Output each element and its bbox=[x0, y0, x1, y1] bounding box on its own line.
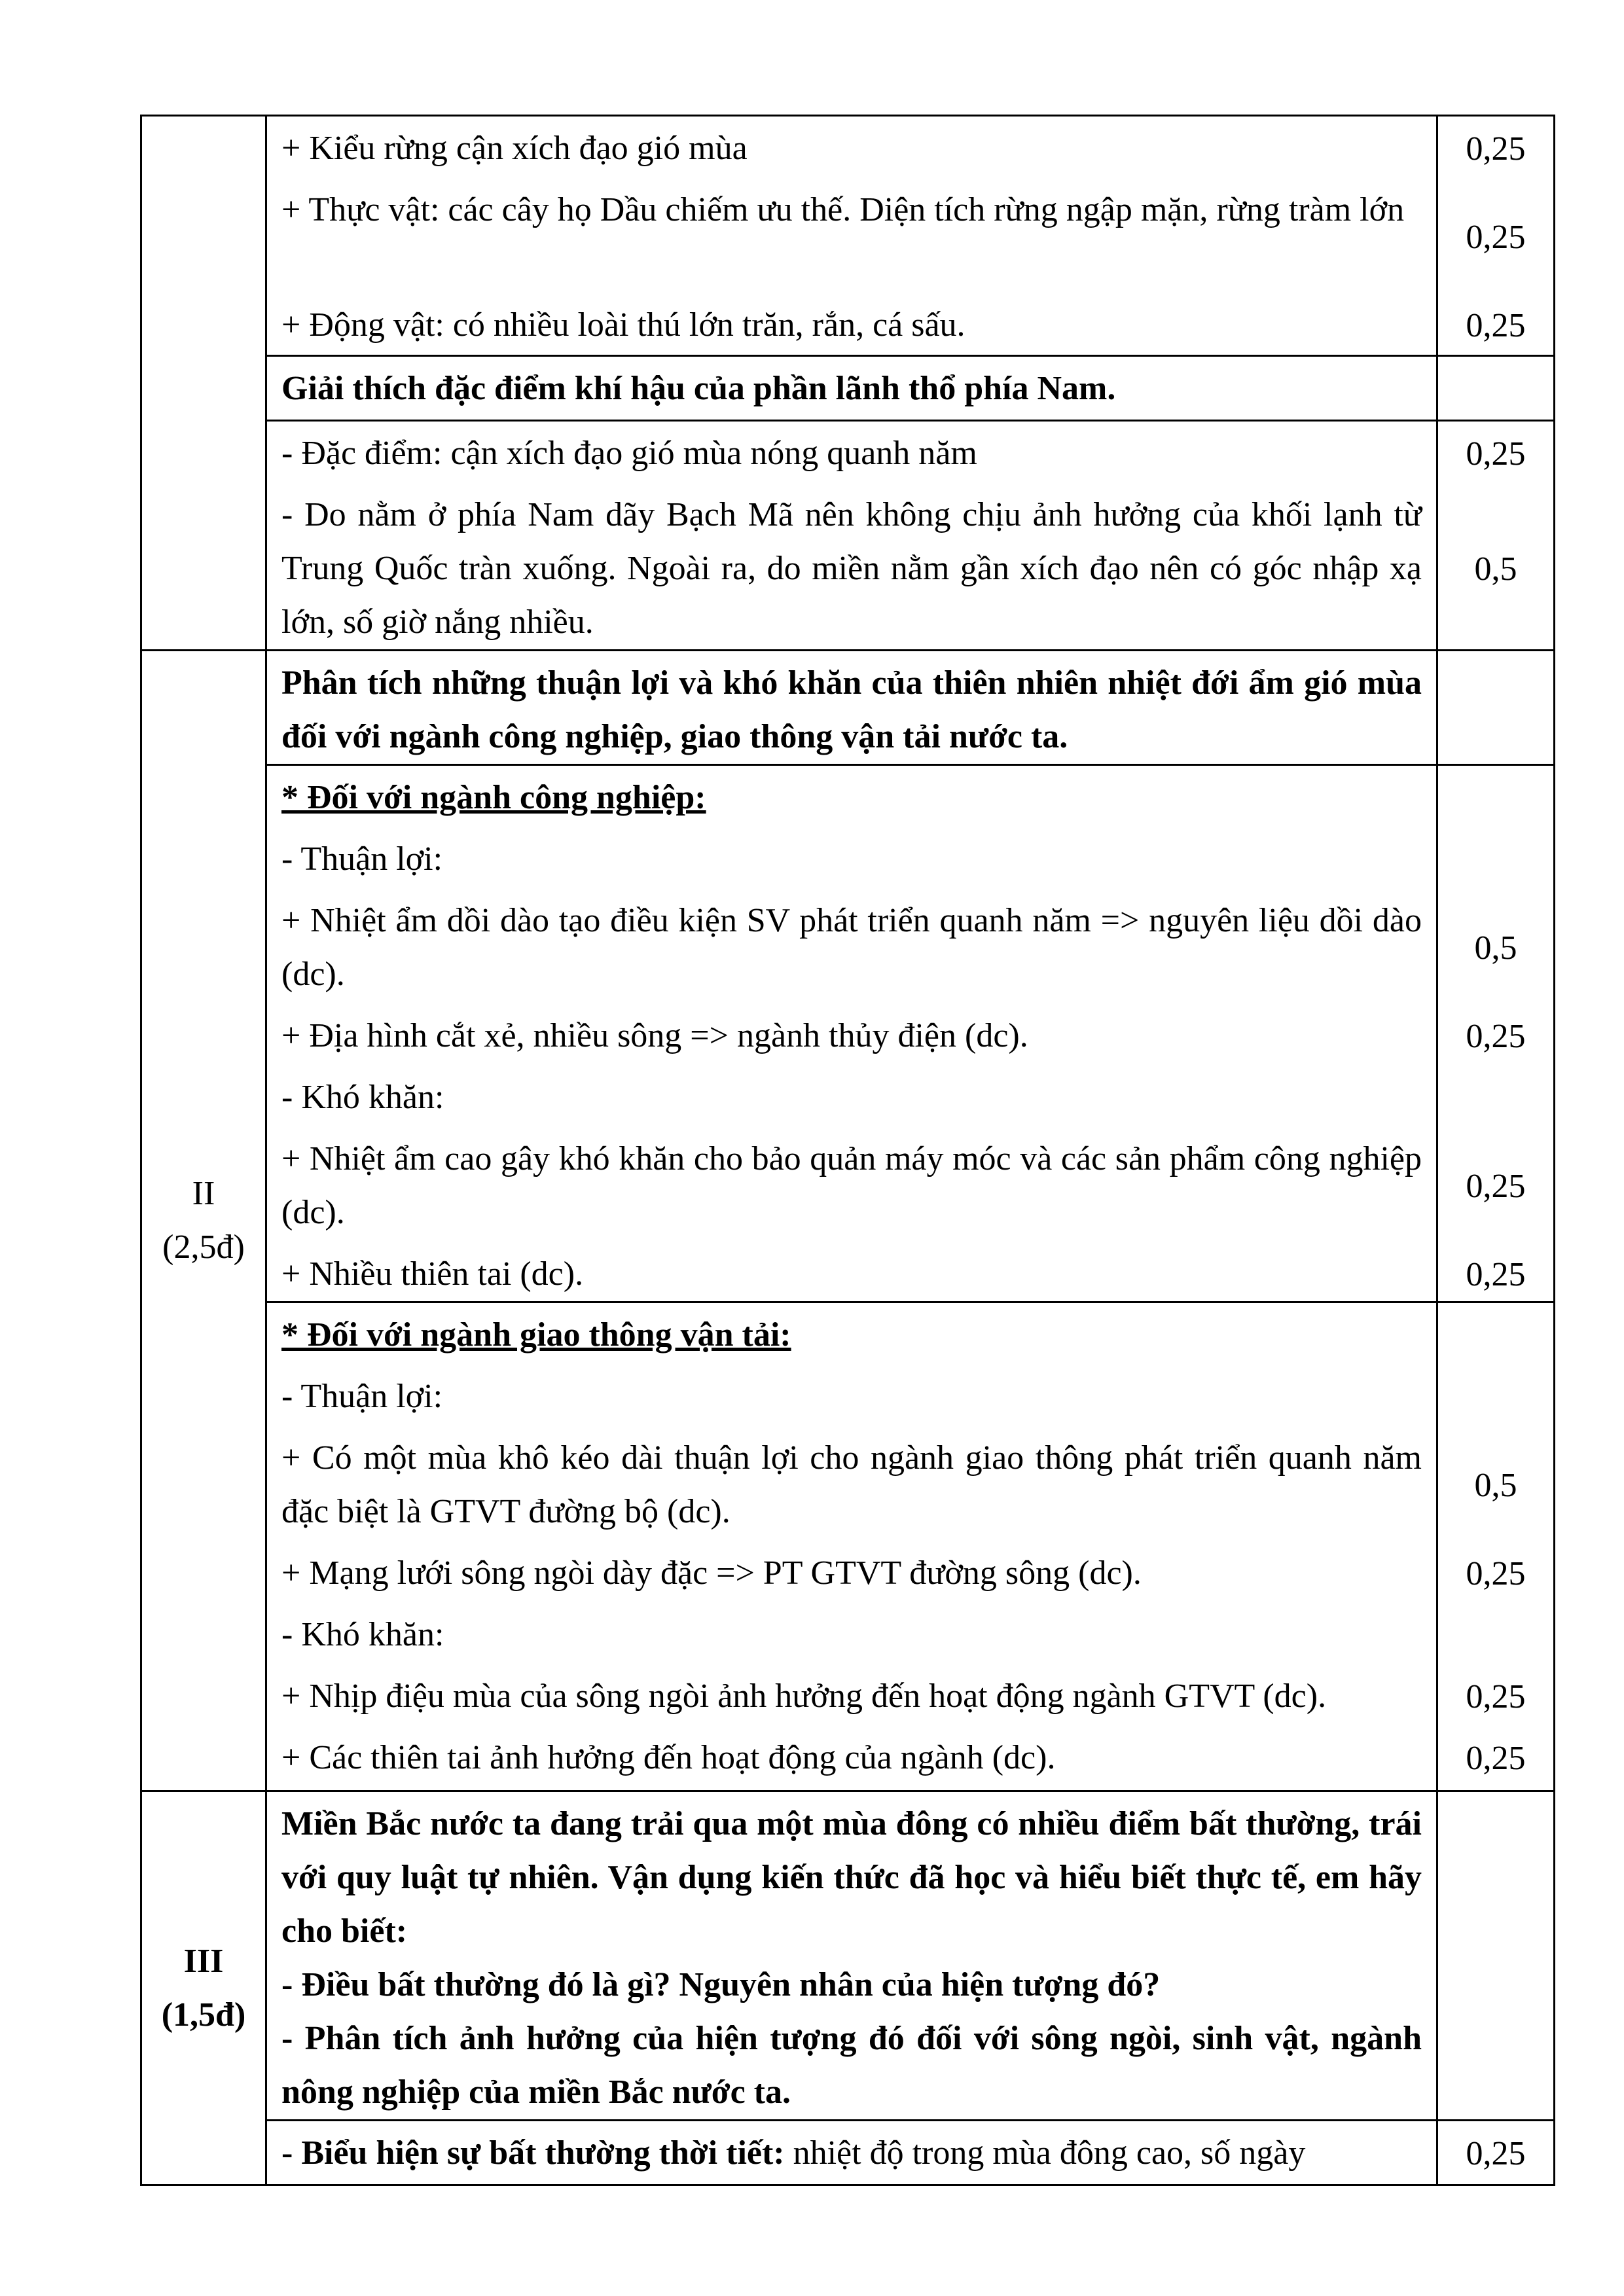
answer-item: - Do nằm ở phía Nam dãy Bạch Mã nên không chịu ảnh hưởng của khối lạnh từ Trung Quốc tràn xuống. Ngoài ra, do miền nằm gần xích đạo nên có góc nhập xạ lớn, số giờ nắng nhiều. bbox=[281, 496, 1422, 641]
question-part-2: - Phân tích ảnh hưởng của hiện tượng đó đối với sông ngòi, sinh vật, ngành nông nghiệp của miền Bắc nước ta. bbox=[281, 2020, 1422, 2111]
score: 0,25 bbox=[1466, 1554, 1526, 1592]
question-text: Miền Bắc nước ta đang trải qua một mùa đông có nhiều điểm bất thường, trái với quy luật tự nhiên. Vận dụng kiến thức đã học và hiểu biết thực tế, em hãy cho biết: bbox=[281, 1805, 1422, 1950]
score-cell bbox=[1437, 1791, 1555, 2121]
content-cell bbox=[266, 116, 1437, 356]
answer-item: + Địa hình cắt xẻ, nhiều sông => ngành thủy điện (dc). bbox=[281, 1017, 1028, 1054]
answer-table bbox=[140, 115, 1555, 2186]
table-row bbox=[141, 1302, 1555, 1791]
section-2-cell bbox=[141, 651, 266, 1791]
table-row bbox=[141, 2121, 1555, 2185]
answer-item: + Mạng lưới sông ngòi dày đặc => PT GTVT đường sông (dc). bbox=[281, 1554, 1142, 1592]
score-cell bbox=[1437, 651, 1555, 765]
difficulties-label: - Khó khăn: bbox=[281, 1079, 444, 1116]
answer-item: + Thực vật: các cây họ Dầu chiếm ưu thế. Diện tích rừng ngập mặn, rừng tràm lớn bbox=[281, 191, 1405, 228]
score: 0,25 bbox=[1466, 130, 1526, 168]
answer-item: + Nhịp điệu mùa của sông ngòi ảnh hưởng đến hoạt động ngành GTVT (dc). bbox=[281, 1677, 1327, 1715]
question-heading: Giải thích đặc điểm khí hậu của phần lãnh thổ phía Nam. bbox=[281, 370, 1116, 407]
difficulties-label: - Khó khăn: bbox=[281, 1616, 444, 1653]
score-cell bbox=[1437, 116, 1555, 356]
table-row bbox=[141, 651, 1555, 765]
score: 0,25 bbox=[1466, 306, 1526, 344]
table-row bbox=[141, 765, 1555, 1302]
subheading: * Đối với ngành công nghiệp: bbox=[281, 779, 706, 816]
score: 0,5 bbox=[1474, 1466, 1517, 1504]
answer-item: + Nhiệt ẩm dồi dào tạo điều kiện SV phát triển quanh năm => nguyên liệu dồi dào (dc). bbox=[281, 902, 1422, 993]
table-row bbox=[141, 356, 1555, 421]
table-row bbox=[141, 116, 1555, 356]
section-label: III bbox=[183, 1942, 224, 1980]
section-label: II bbox=[192, 1175, 215, 1212]
score: 0,25 bbox=[1466, 1739, 1526, 1777]
section-points: (1,5đ) bbox=[161, 1996, 246, 2034]
answer-item: + Có một mùa khô kéo dài thuận lợi cho ngành giao thông phát triển quanh năm đặc biệt là GTVT đường bộ (dc). bbox=[281, 1439, 1422, 1530]
question-heading: Phân tích những thuận lợi và khó khăn của thiên nhiên nhiệt đới ẩm gió mùa đối với ngành công nghiệp, giao thông vận tải nước ta. bbox=[281, 664, 1422, 755]
section-1-cell bbox=[141, 116, 266, 651]
score: 0,25 bbox=[1466, 1167, 1526, 1205]
answer-text: nhiệt độ trong mùa đông cao, số ngày bbox=[784, 2134, 1306, 2172]
section-points: (2,5đ) bbox=[162, 1229, 245, 1266]
score: 0,5 bbox=[1474, 550, 1517, 588]
question-part-1: - Điều bất thường đó là gì? Nguyên nhân của hiện tượng đó? bbox=[281, 1966, 1161, 2003]
score: 0,5 bbox=[1474, 929, 1517, 967]
answer-item: + Kiểu rừng cận xích đạo gió mùa bbox=[281, 130, 748, 167]
table-row bbox=[141, 1791, 1555, 2121]
score: 0,25 bbox=[1466, 1017, 1526, 1055]
score: 0,25 bbox=[1466, 1677, 1526, 1715]
answer-item: + Nhiều thiên tai (dc). bbox=[281, 1255, 584, 1293]
score-cell bbox=[1437, 356, 1555, 421]
advantages-label: - Thuận lợi: bbox=[281, 840, 443, 878]
advantages-label: - Thuận lợi: bbox=[281, 1378, 443, 1415]
score: 0,25 bbox=[1466, 435, 1526, 473]
score: 0,25 bbox=[1466, 218, 1526, 256]
answer-item: - Đặc điểm: cận xích đạo gió mùa nóng quanh năm bbox=[281, 435, 977, 472]
section-3-cell bbox=[141, 1791, 266, 2185]
table-row bbox=[141, 421, 1555, 651]
answer-label: - Biểu hiện sự bất thường thời tiết: bbox=[281, 2134, 785, 2172]
answer-item: + Các thiên tai ảnh hưởng đến hoạt động của ngành (dc). bbox=[281, 1739, 1056, 1776]
answer-item: + Nhiệt ẩm cao gây khó khăn cho bảo quản máy móc và các sản phẩm công nghiệp (dc). bbox=[281, 1140, 1422, 1231]
answer-item bbox=[281, 2126, 1422, 2180]
score: 0,25 bbox=[1466, 2134, 1526, 2172]
score: 0,25 bbox=[1466, 1255, 1526, 1293]
answer-item: + Động vật: có nhiều loài thú lớn trăn, rắn, cá sấu. bbox=[281, 306, 965, 344]
subheading: * Đối với ngành giao thông vận tải: bbox=[281, 1316, 791, 1354]
